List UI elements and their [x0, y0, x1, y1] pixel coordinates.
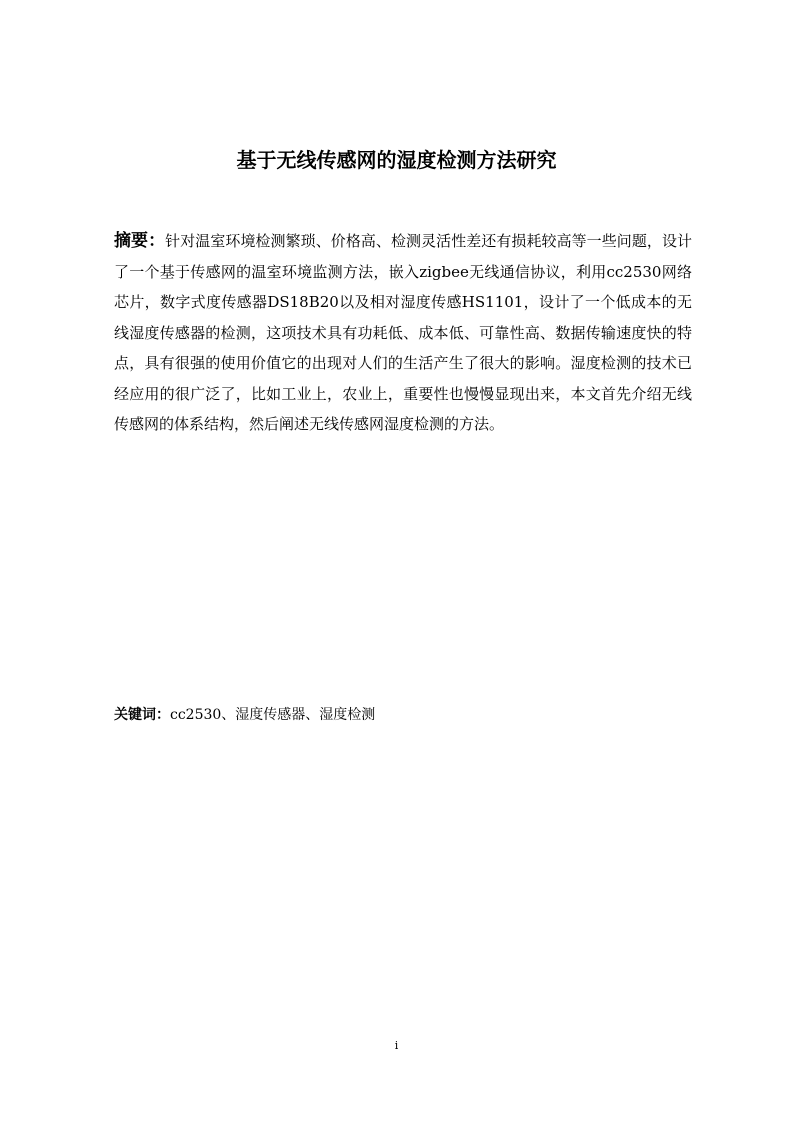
paper-title: 基于无线传感网的湿度检测方法研究 — [236, 148, 557, 172]
page-number: i — [394, 1039, 399, 1052]
keywords-text: cc2530、湿度传感器、湿度检测 — [170, 707, 376, 723]
abstract-paragraph — [114, 226, 692, 440]
abstract-text: 针对温室环境检测繁琐、价格高、检测灵活性差还有损耗较高等一些问题，设计了一个基于传感网的温室环境监测方法，嵌入zigbee无线通信协议，利用cc2530网络芯片，数字式度传感器DS18B20以及相对湿度传感HS1101，设计了一个低成本的无线湿度传感器的检测，这项技术具有功耗低、成本低、可靠性高、数据传输速度快的特点，具有很强的使用价值它的出现对人们的生活产生了很大的影响。湿度检测的技术已经应用的很广泛了，比如工业上，农业上，重要性也慢慢显现出来，本文首先介绍无线传感网的体系结构，然后阐述无线传感网湿度检测的方法。 — [114, 232, 692, 433]
keywords-label: 关键词： — [114, 707, 170, 723]
abstract-label: 摘要： — [114, 231, 166, 251]
keywords-line — [114, 704, 692, 726]
